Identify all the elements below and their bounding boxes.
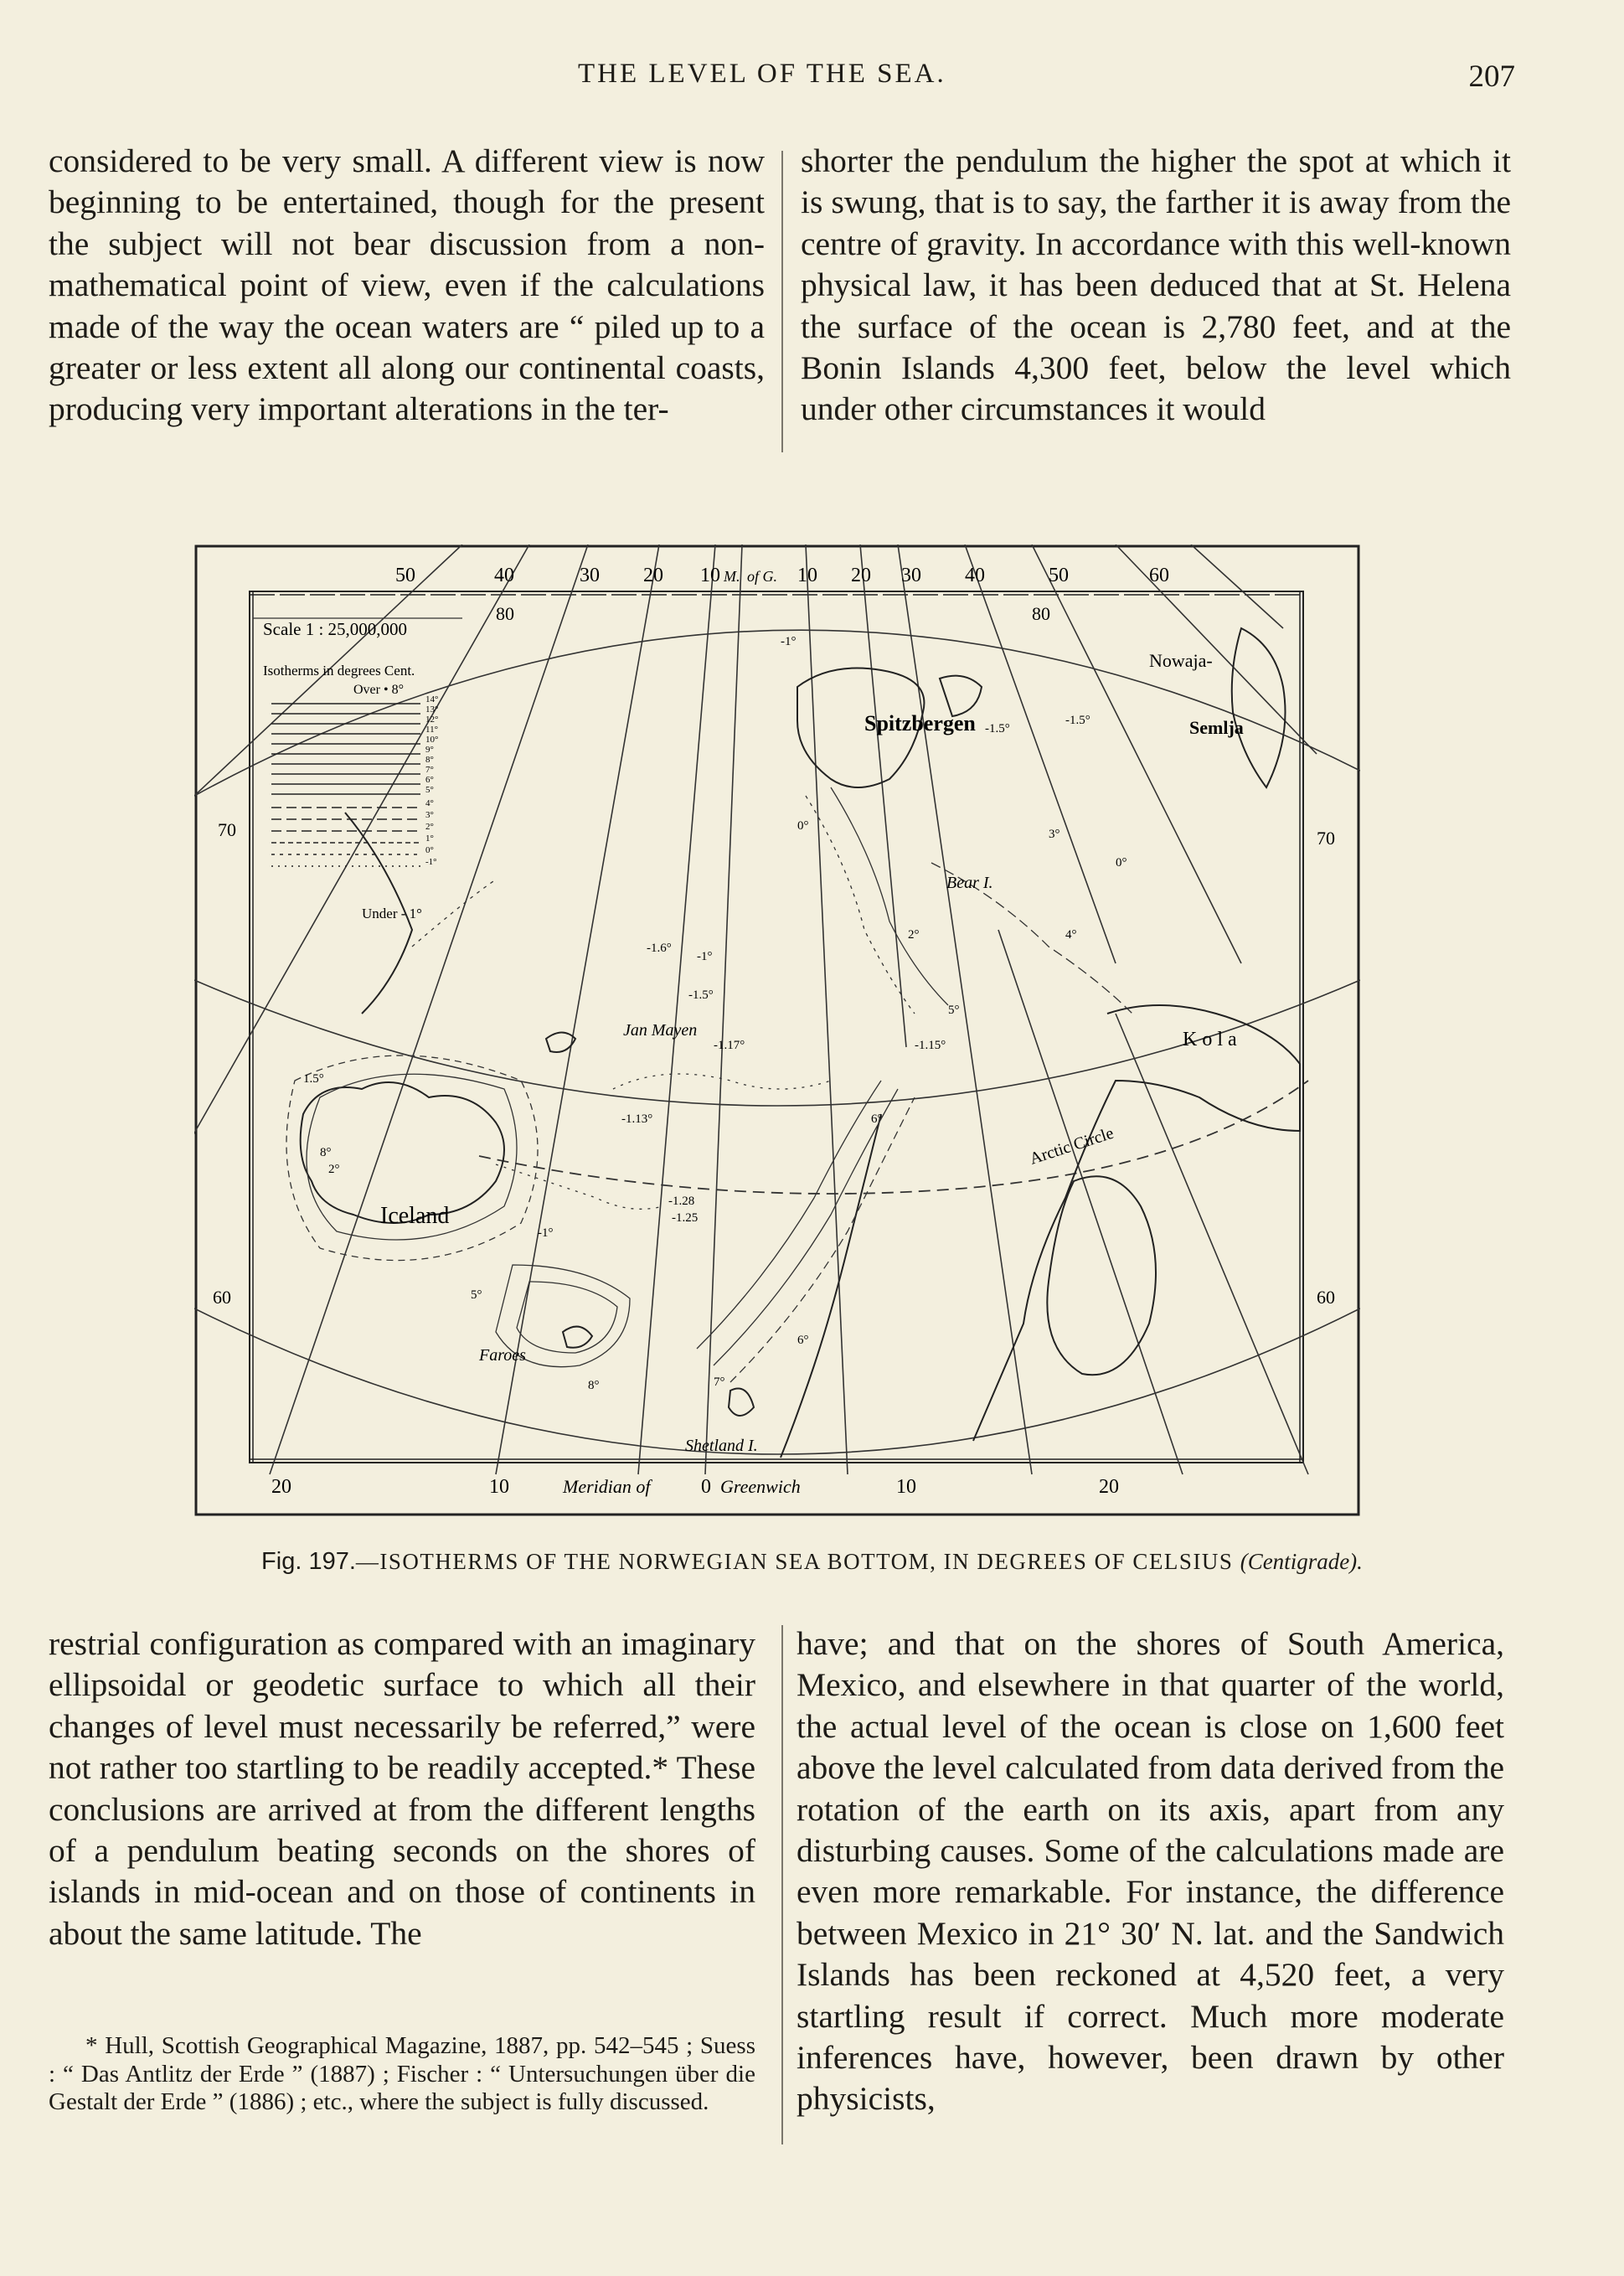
caption-label: Fig. 197. [261,1548,356,1575]
svg-text:20: 20 [271,1476,291,1498]
svg-text:10: 10 [700,565,720,586]
footnote [49,2032,755,2117]
svg-text:-1°: -1° [697,950,713,963]
svg-text:70: 70 [1317,828,1335,849]
svg-text:80: 80 [1032,603,1050,624]
svg-text:6°: 6° [797,1334,809,1347]
svg-text:0°: 0° [1116,856,1127,870]
svg-text:7°: 7° [425,765,434,775]
isotherm-map [194,544,1360,1516]
label-arctic-circle: Arctic Circle [1027,1123,1116,1169]
figure-caption [0,1548,1624,1576]
svg-text:5°: 5° [948,1004,960,1017]
svg-text:10°: 10° [425,735,439,745]
bottom-longitude-labels [271,1476,1119,1498]
svg-text:-1°: -1° [538,1226,554,1240]
svg-text:7°: 7° [714,1375,725,1389]
running-title: THE LEVEL OF THE SEA. [578,59,946,89]
svg-text:12°: 12° [425,715,439,725]
legend-over: Over • 8° [353,683,404,697]
body-column-left-bottom [49,1623,755,1954]
label-jan-mayen: Jan Mayen [623,1021,698,1040]
svg-text:30: 30 [580,565,600,586]
label-iceland: Iceland [380,1203,450,1229]
body-column-left-top [49,141,765,431]
svg-text:9°: 9° [425,745,434,755]
svg-text:70: 70 [218,819,236,840]
paragraph: restrial configuration as compared with an imaginary ellipsoidal or geodetic surface to which all their changes of level must necessarily be referred,” were not rather too startling to be readily accepted.* These conclusions are arrived at from the different lengths of a pendulum beating seconds on the shores of islands in mid-ocean and on those of continents in about the same latitude. The [49,1625,755,1952]
svg-text:0°: 0° [797,819,809,833]
svg-text:1.5°: 1.5° [303,1072,324,1086]
svg-text:8°: 8° [588,1379,600,1392]
svg-text:10: 10 [489,1476,509,1498]
paragraph: shorter the pendulum the higher the spot at which it is swung, that is to say, the farther it is away from the centre of gravity. In accordance with this well-known physical law, it has been deduced that at St. Helena the surface of the ocean is 2,780 feet, and at the Bonin Islands 4,300 feet, below the level which under other circumstances it would [801,142,1511,428]
svg-text:10: 10 [797,565,817,586]
svg-text:-1.25: -1.25 [672,1211,699,1225]
svg-text:Meridian of: Meridian of [563,1476,651,1497]
svg-text:20: 20 [1099,1476,1119,1498]
svg-text:4°: 4° [425,798,434,808]
label-kola: K o l a [1183,1029,1237,1050]
svg-text:-1.6°: -1.6° [647,942,672,955]
label-spitzbergen: Spitzbergen [864,711,976,735]
svg-text:60: 60 [1317,1287,1335,1308]
svg-text:1°: 1° [425,834,434,844]
svg-text:2°: 2° [425,822,434,832]
svg-text:6°: 6° [871,1112,883,1126]
label-bear-island: Bear I. [946,874,993,892]
label-faroes: Faroes [479,1346,526,1365]
svg-text:4°: 4° [1065,928,1077,942]
svg-text:-1.13°: -1.13° [621,1112,653,1126]
body-column-right-top [801,141,1511,431]
caption-italic: (Centigrade). [1240,1549,1363,1574]
legend-title: Isotherms in degrees Cent. [263,663,415,679]
svg-text:5°: 5° [425,785,434,795]
page-number: 207 [1468,59,1515,94]
svg-text:40: 40 [965,565,985,586]
paragraph: have; and that on the shores of South America, Mexico, and elsewhere in that quarter of the world, the actual level of the ocean is close on 1,600 feet above the level calculated from data derived from the rotation of the earth on its axis, apart from any disturbing causes. Some of the calculations made are even more remarkable. For instance, the difference between Mexico in 21° 30′ N. lat. and the Sandwich Islands has been reckoned at 4,520 feet, a very startling result if correct. Much more moderate inferences have, however, been drawn by other physicists, [797,1625,1504,2118]
svg-text:0°: 0° [425,845,434,855]
svg-text:11°: 11° [425,725,438,735]
scale-label: Scale 1 : 25,000,000 [263,619,408,639]
svg-text:50: 50 [1049,565,1069,586]
column-rule [781,1625,783,2144]
svg-text:20: 20 [851,565,871,586]
svg-text:20: 20 [643,565,663,586]
svg-text:-1°: -1° [425,857,437,867]
svg-text:-1.5°: -1.5° [1065,714,1090,727]
label-semlja: Semlja [1189,717,1244,738]
svg-text:8°: 8° [425,755,434,765]
label-shetland: Shetland I. [685,1437,758,1455]
svg-text:2°: 2° [908,928,920,942]
svg-text:-1.5°: -1.5° [985,722,1010,735]
legend-under: Under - 1° [362,906,422,921]
svg-text:-1.28: -1.28 [668,1195,695,1208]
svg-text:2°: 2° [328,1163,340,1176]
svg-text:-1.15°: -1.15° [915,1039,946,1052]
svg-text:10: 10 [896,1476,916,1498]
running-head [0,59,1624,101]
svg-text:80: 80 [496,603,514,624]
paragraph: considered to be very small. A different view is now beginning to be entertained, though for the present the subject will not bear discussion from a non-mathematical point of view, even if the calculations made of the way the ocean waters are “ piled up to a greater or less extent all along our continental coasts, producing very important alterations in the ter- [49,142,765,428]
svg-text:60: 60 [1149,565,1169,586]
svg-text:14°: 14° [425,694,439,704]
legend-box [253,618,462,921]
svg-text:60: 60 [213,1287,231,1308]
svg-text:5°: 5° [471,1288,482,1302]
body-column-right-bottom [797,1623,1504,2120]
svg-text:6°: 6° [425,775,434,785]
place-labels [380,650,1244,1455]
svg-text:8°: 8° [320,1146,332,1159]
svg-text:3°: 3° [1049,828,1060,841]
footnote-text: * Hull, Scottish Geographical Magazine, 1887, pp. 542–545 ; Suess : “ Das Antlitz der Erde ” (1887) ; Fischer : “ Untersuchungen über die Gestalt der Erde ” (1886) ; etc., where the subject is fully discussed. [49,2032,755,2115]
svg-text:M.: M. [724,568,740,585]
column-rule [781,151,783,452]
caption-text: —ISOTHERMS OF THE NORWEGIAN SEA BOTTOM, IN DEGREES OF CELSIUS [355,1549,1234,1574]
svg-text:of G.: of G. [747,568,777,585]
svg-text:3°: 3° [425,810,434,820]
svg-text:0: 0 [701,1476,711,1498]
svg-text:30: 30 [901,565,921,586]
svg-text:-1.17°: -1.17° [714,1039,745,1052]
label-nowaja: Nowaja- [1149,650,1213,671]
svg-text:50: 50 [395,565,415,586]
svg-text:-1.5°: -1.5° [688,988,714,1002]
svg-text:Greenwich: Greenwich [720,1476,801,1497]
svg-text:13°: 13° [425,704,439,715]
svg-text:-1°: -1° [781,635,797,648]
svg-text:40: 40 [494,565,514,586]
top-longitude-labels [395,565,1169,586]
